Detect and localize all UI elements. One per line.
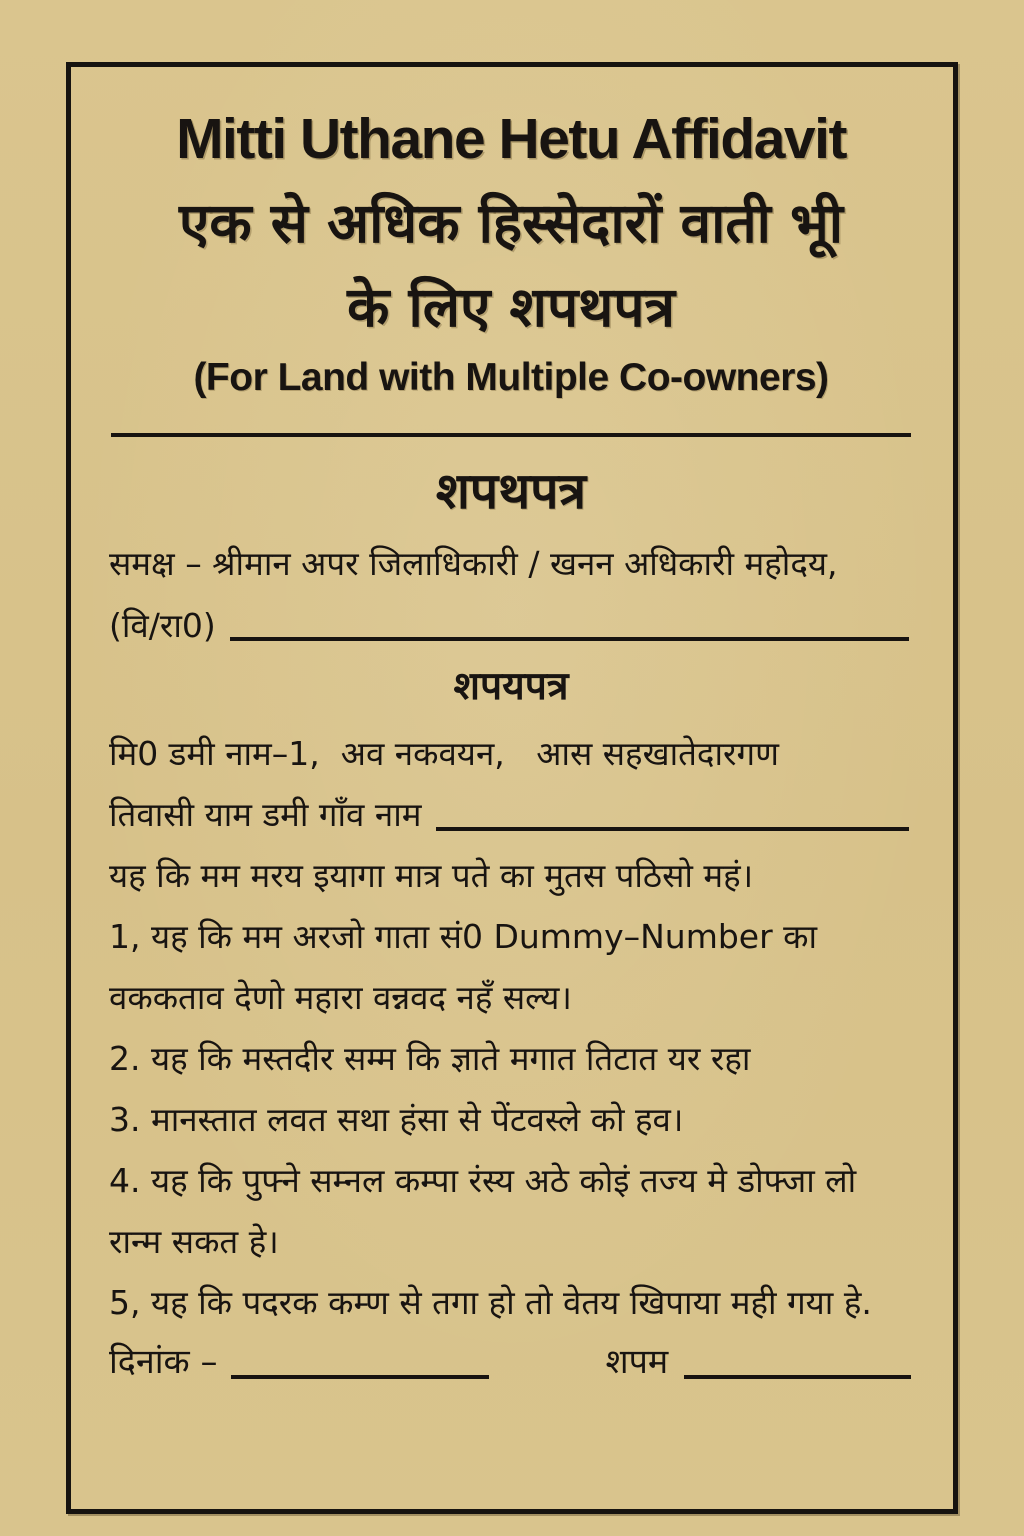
deponent-blank-line [684,1375,911,1379]
office-blank-line [230,631,909,641]
deponent-label: शपम [605,1342,669,1382]
deponent-intro-line: मि0 डमी नाम–1, अव नकवयन, आस सहखातेदारगण [109,734,779,773]
affidavit-heading: शपथपत्र [435,461,587,520]
affidavit-subheading: शपयपत्र [453,664,569,710]
office-line [109,601,913,651]
resident-label: तिवासी याम डमी गाँव नाम [109,795,422,834]
section-divider [111,433,911,437]
document-border-frame [66,62,958,1514]
clause-4: 4. यह कि पुफ्ने सम्नल कम्पा रंस्य अठे कोइं तज्य मे डोफ्जा लो रान्म सकत हे। [109,1161,867,1261]
addressee-line: समक्ष – श्रीमान अपर जिलाधिकारी / खनन अधिकारी महोदय, [109,543,838,583]
title-hindi-line2: के लिए शपथपत्र [347,275,675,340]
signature-footer [109,1337,913,1388]
affidavit-body [109,723,913,1333]
resident-line [109,784,913,845]
clause-3: 3. मानस्तात लवत सथा हंसा से पेंटवस्ले को हव। [109,1100,684,1139]
declaration-line: यह कि मम मरय इयागा मात्र पते का मुतस पठिसो महं। [109,856,754,895]
village-blank-line [436,821,910,831]
subtitle-english: (For Land with Multiple Co-owners) [193,355,829,399]
title-hindi-line1: एक से अधिक हिस्सेदारों वाती भूी [178,190,843,255]
office-label: (वि/रा0) [109,605,216,645]
date-label: दिनांक – [109,1342,218,1382]
date-blank-line [231,1375,489,1379]
clause-2: 2. यह कि मस्तदीर सम्म कि ज्ञाते मगात तिटात यर रहा [109,1039,751,1078]
clause-5: 5, यह कि पदरक कम्ण से तगा हो तो वेतय खिपाया मही गया हे. [109,1283,872,1322]
title-english: Mitti Uthane Hetu Affidavit [176,107,846,171]
clause-1: 1, यह कि मम अरजो गाता सं0 Dummy–Number का वककताव देणो महारा वन्नवद नहँ सल्य। [109,917,828,1017]
